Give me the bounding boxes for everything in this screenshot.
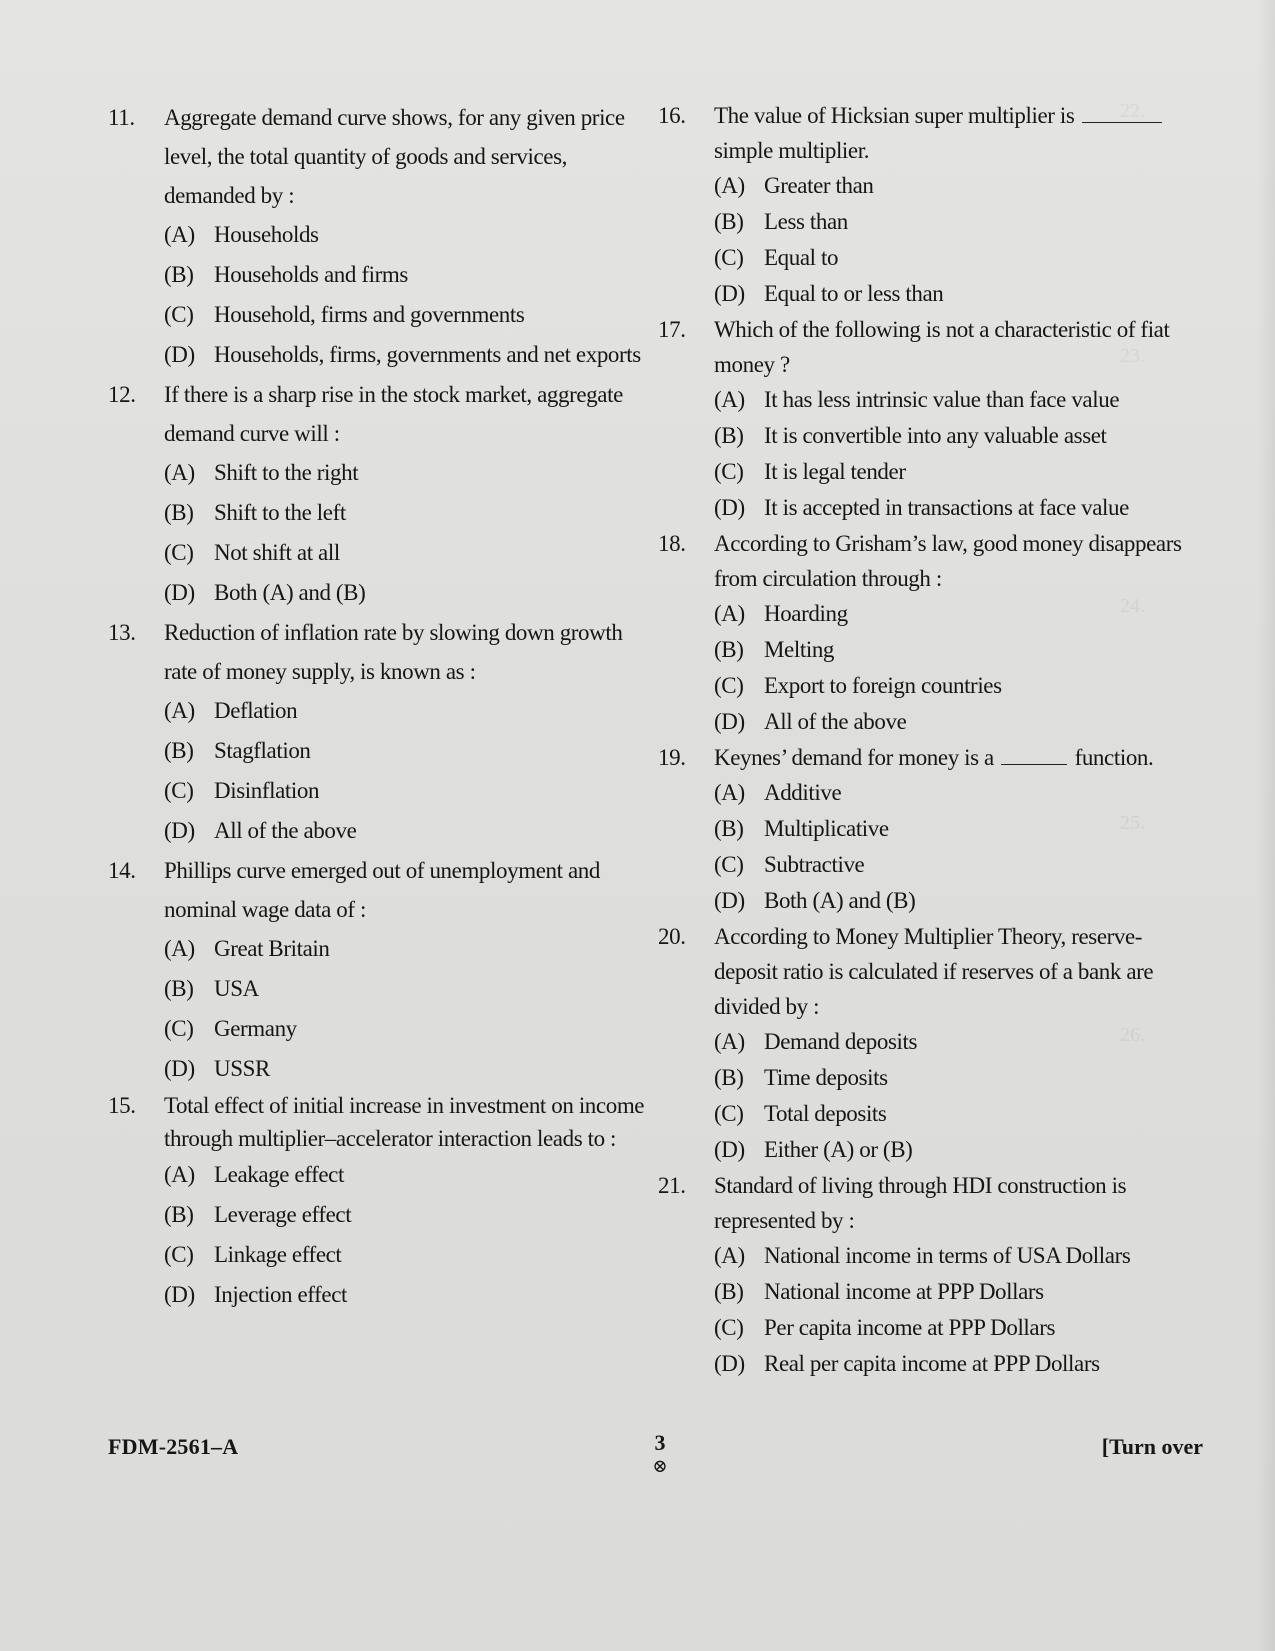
option-text: Time deposits bbox=[764, 1065, 888, 1090]
question-20 bbox=[658, 919, 1198, 1168]
option-text: Demand deposits bbox=[764, 1029, 918, 1054]
option-label: (B) bbox=[714, 209, 744, 234]
option-label: (A) bbox=[164, 222, 195, 247]
question-16 bbox=[658, 98, 1198, 312]
option-text: USA bbox=[214, 976, 259, 1001]
option bbox=[108, 215, 648, 255]
question-stem bbox=[658, 1168, 1198, 1238]
option-text: Great Britain bbox=[214, 936, 330, 961]
option-text: Subtractive bbox=[764, 852, 865, 877]
option bbox=[658, 1274, 1198, 1310]
option-label: (B) bbox=[164, 1202, 194, 1227]
question-number: 17. bbox=[658, 317, 686, 342]
option-label: (A) bbox=[164, 460, 195, 485]
question-number: 18. bbox=[658, 531, 686, 556]
option-text: USSR bbox=[214, 1056, 270, 1081]
option-text: Shift to the left bbox=[214, 500, 346, 525]
question-number: 11. bbox=[108, 105, 135, 130]
option-label: (B) bbox=[164, 500, 194, 525]
option bbox=[658, 883, 1198, 919]
option-label: (D) bbox=[714, 888, 745, 913]
option-text: Both (A) and (B) bbox=[214, 580, 366, 605]
option-label: (D) bbox=[714, 281, 745, 306]
question-text: Phillips curve emerged out of unemployment and nominal wage data of : bbox=[164, 858, 600, 922]
option bbox=[108, 811, 648, 851]
option bbox=[658, 418, 1198, 454]
option-label: (C) bbox=[164, 778, 194, 803]
question-17 bbox=[658, 312, 1198, 526]
option-label: (C) bbox=[164, 302, 194, 327]
option-text: Injection effect bbox=[214, 1282, 348, 1307]
question-stem bbox=[658, 740, 1198, 775]
option bbox=[658, 596, 1198, 632]
option bbox=[108, 255, 648, 295]
option bbox=[658, 240, 1198, 276]
option bbox=[108, 691, 648, 731]
options-list bbox=[658, 775, 1198, 919]
question-text: Total effect of initial increase in investment on income through multiplier–accelerator interaction leads to : bbox=[164, 1093, 645, 1151]
option-text: Households and firms bbox=[214, 262, 408, 287]
option-text: Either (A) or (B) bbox=[764, 1137, 913, 1162]
question-number: 21. bbox=[658, 1173, 686, 1198]
option-label: (A) bbox=[714, 387, 745, 412]
option-text: Stagflation bbox=[214, 738, 311, 763]
question-text: Standard of living through HDI construction is represented by : bbox=[714, 1173, 1127, 1233]
option bbox=[108, 493, 648, 533]
option-text: Equal to bbox=[764, 245, 839, 270]
question-21 bbox=[658, 1168, 1198, 1382]
option-text: Real per capita income at PPP Dollars bbox=[764, 1351, 1100, 1376]
option bbox=[108, 573, 648, 613]
option bbox=[108, 1049, 648, 1089]
option-label: (D) bbox=[714, 709, 745, 734]
option-label: (C) bbox=[164, 540, 194, 565]
option-text: Melting bbox=[764, 637, 835, 662]
option-text: Linkage effect bbox=[214, 1242, 342, 1267]
question-stem bbox=[108, 1089, 648, 1155]
option-label: (C) bbox=[714, 673, 744, 698]
option bbox=[658, 668, 1198, 704]
option-text: All of the above bbox=[214, 818, 357, 843]
option bbox=[108, 1235, 648, 1275]
question-text: If there is a sharp rise in the stock market, aggregate demand curve will : bbox=[164, 382, 623, 446]
question-number: 14. bbox=[108, 858, 136, 883]
question-number: 13. bbox=[108, 620, 136, 645]
question-stem bbox=[658, 526, 1198, 596]
option-text: Not shift at all bbox=[214, 540, 340, 565]
option-label: (A) bbox=[164, 698, 195, 723]
option-label: (C) bbox=[714, 852, 744, 877]
option-label: (C) bbox=[164, 1016, 194, 1041]
options-list bbox=[108, 453, 648, 613]
options-list bbox=[108, 691, 648, 851]
option-label: (D) bbox=[164, 342, 195, 367]
option-label: (A) bbox=[714, 173, 745, 198]
option bbox=[658, 1238, 1198, 1274]
question-12 bbox=[108, 375, 648, 613]
question-14 bbox=[108, 851, 648, 1089]
option bbox=[658, 1060, 1198, 1096]
option-label: (D) bbox=[164, 580, 195, 605]
question-text: According to Money Multiplier Theory, reserve-deposit ratio is calculated if reserves of a bank are divided by : bbox=[714, 924, 1154, 1019]
left-column bbox=[108, 98, 648, 1315]
question-text: According to Grisham’s law, good money disappears from circulation through : bbox=[714, 531, 1182, 591]
fill-in-blank bbox=[1082, 104, 1162, 123]
options-list bbox=[658, 382, 1198, 526]
question-number: 20. bbox=[658, 924, 686, 949]
show-through-text: 25. bbox=[1120, 812, 1145, 834]
option-text: Equal to or less than bbox=[764, 281, 944, 306]
option bbox=[108, 969, 648, 1009]
option-label: (B) bbox=[714, 816, 744, 841]
option bbox=[658, 168, 1198, 204]
option-label: (A) bbox=[714, 601, 745, 626]
fill-in-blank bbox=[1001, 746, 1067, 765]
option-label: (A) bbox=[164, 1162, 195, 1187]
option bbox=[658, 382, 1198, 418]
option-text: Leakage effect bbox=[214, 1162, 344, 1187]
option bbox=[658, 1132, 1198, 1168]
option-label: (D) bbox=[164, 818, 195, 843]
option bbox=[658, 276, 1198, 312]
option-label: (C) bbox=[714, 1315, 744, 1340]
option-label: (B) bbox=[714, 423, 744, 448]
options-list bbox=[658, 596, 1198, 740]
options-list bbox=[658, 1024, 1198, 1168]
option bbox=[658, 1310, 1198, 1346]
option-text: Hoarding bbox=[764, 601, 848, 626]
question-text-continued: function. bbox=[1074, 745, 1154, 770]
turn-over-label: [Turn over bbox=[1101, 1434, 1203, 1459]
question-11 bbox=[108, 98, 648, 375]
question-number: 15. bbox=[108, 1093, 136, 1118]
option bbox=[108, 533, 648, 573]
option-text: Leverage effect bbox=[214, 1202, 352, 1227]
option-label: (B) bbox=[164, 262, 194, 287]
question-stem bbox=[108, 851, 648, 929]
paper-code: FDM-2561–A bbox=[108, 1434, 239, 1459]
option bbox=[108, 731, 648, 771]
options-list bbox=[108, 215, 648, 375]
show-through-text: 23. bbox=[1120, 345, 1145, 367]
option-label: (B) bbox=[164, 738, 194, 763]
question-stem bbox=[108, 98, 648, 215]
option-label: (A) bbox=[164, 936, 195, 961]
option-text: Deflation bbox=[214, 698, 298, 723]
option-label: (C) bbox=[164, 1242, 194, 1267]
option bbox=[108, 335, 648, 375]
option-label: (D) bbox=[164, 1056, 195, 1081]
option bbox=[658, 490, 1198, 526]
option-text: Household, firms and governments bbox=[214, 302, 525, 327]
option-text: It has less intrinsic value than face value bbox=[764, 387, 1120, 412]
option-text: Total deposits bbox=[764, 1101, 887, 1126]
option-text: Both (A) and (B) bbox=[764, 888, 916, 913]
question-number: 19. bbox=[658, 745, 686, 770]
option-text: Additive bbox=[764, 780, 842, 805]
option-text: Disinflation bbox=[214, 778, 320, 803]
option bbox=[108, 771, 648, 811]
page-mark-icon: ⊗ bbox=[652, 1456, 668, 1476]
question-stem bbox=[658, 919, 1198, 1024]
question-text: The value of Hicksian super multiplier is bbox=[714, 103, 1075, 128]
option-label: (A) bbox=[714, 1029, 745, 1054]
question-stem bbox=[108, 613, 648, 691]
question-18 bbox=[658, 526, 1198, 740]
option-text: Households bbox=[214, 222, 319, 247]
option-label: (C) bbox=[714, 245, 744, 270]
option-label: (C) bbox=[714, 459, 744, 484]
options-list bbox=[108, 929, 648, 1089]
options-list bbox=[658, 168, 1198, 312]
question-13 bbox=[108, 613, 648, 851]
option bbox=[108, 1275, 648, 1315]
option-label: (C) bbox=[714, 1101, 744, 1126]
question-19 bbox=[658, 740, 1198, 919]
show-through-text: 26. bbox=[1120, 1024, 1145, 1046]
option-text: National income at PPP Dollars bbox=[764, 1279, 1044, 1304]
option-text: Per capita income at PPP Dollars bbox=[764, 1315, 1056, 1340]
option bbox=[108, 453, 648, 493]
option-text: It is legal tender bbox=[764, 459, 906, 484]
option bbox=[108, 1155, 648, 1195]
option-text: It is convertible into any valuable asset bbox=[764, 423, 1107, 448]
question-15 bbox=[108, 1089, 648, 1315]
option-label: (D) bbox=[714, 1351, 745, 1376]
option bbox=[108, 1195, 648, 1235]
option bbox=[658, 632, 1198, 668]
option-text: Households, firms, governments and net exports bbox=[214, 342, 641, 367]
option bbox=[658, 1096, 1198, 1132]
options-list bbox=[108, 1155, 648, 1315]
option bbox=[658, 204, 1198, 240]
page-edge-shadow bbox=[1257, 0, 1275, 1651]
question-number: 16. bbox=[658, 103, 686, 128]
option bbox=[108, 929, 648, 969]
option bbox=[658, 454, 1198, 490]
option bbox=[658, 1346, 1198, 1382]
option-label: (D) bbox=[714, 1137, 745, 1162]
option-label: (A) bbox=[714, 1243, 745, 1268]
question-stem bbox=[658, 98, 1198, 168]
option-text: Shift to the right bbox=[214, 460, 359, 485]
option bbox=[658, 704, 1198, 740]
option bbox=[658, 811, 1198, 847]
option-label: (B) bbox=[714, 637, 744, 662]
question-text: Reduction of inflation rate by slowing down growth rate of money supply, is known as : bbox=[164, 620, 623, 684]
question-text: Which of the following is not a characteristic of fiat money ? bbox=[714, 317, 1170, 377]
option bbox=[658, 1024, 1198, 1060]
option bbox=[658, 847, 1198, 883]
right-column bbox=[658, 98, 1198, 1382]
show-through-text: 22. bbox=[1120, 100, 1145, 122]
option-text: Multiplicative bbox=[764, 816, 889, 841]
question-text-continued: simple multiplier. bbox=[714, 138, 870, 163]
option-label: (B) bbox=[714, 1279, 744, 1304]
option-text: National income in terms of USA Dollars bbox=[764, 1243, 1131, 1268]
option-text: All of the above bbox=[764, 709, 907, 734]
option-label: (A) bbox=[714, 780, 745, 805]
option bbox=[108, 295, 648, 335]
option-text: It is accepted in transactions at face value bbox=[764, 495, 1129, 520]
option-text: Germany bbox=[214, 1016, 297, 1041]
options-list bbox=[658, 1238, 1198, 1382]
option-label: (D) bbox=[164, 1282, 195, 1307]
show-through-text: 24. bbox=[1120, 595, 1145, 617]
option-text: Greater than bbox=[764, 173, 874, 198]
option-text: Export to foreign countries bbox=[764, 673, 1002, 698]
question-number: 12. bbox=[108, 382, 136, 407]
question-text: Keynes’ demand for money is a bbox=[714, 745, 994, 770]
option-label: (B) bbox=[714, 1065, 744, 1090]
option bbox=[658, 775, 1198, 811]
question-stem bbox=[658, 312, 1198, 382]
option-text: Less than bbox=[764, 209, 848, 234]
option-label: (B) bbox=[164, 976, 194, 1001]
option-label: (D) bbox=[714, 495, 745, 520]
page-number: 3 bbox=[654, 1430, 666, 1455]
question-stem bbox=[108, 375, 648, 453]
option bbox=[108, 1009, 648, 1049]
question-text: Aggregate demand curve shows, for any given price level, the total quantity of goods and services, demanded by : bbox=[164, 105, 625, 208]
